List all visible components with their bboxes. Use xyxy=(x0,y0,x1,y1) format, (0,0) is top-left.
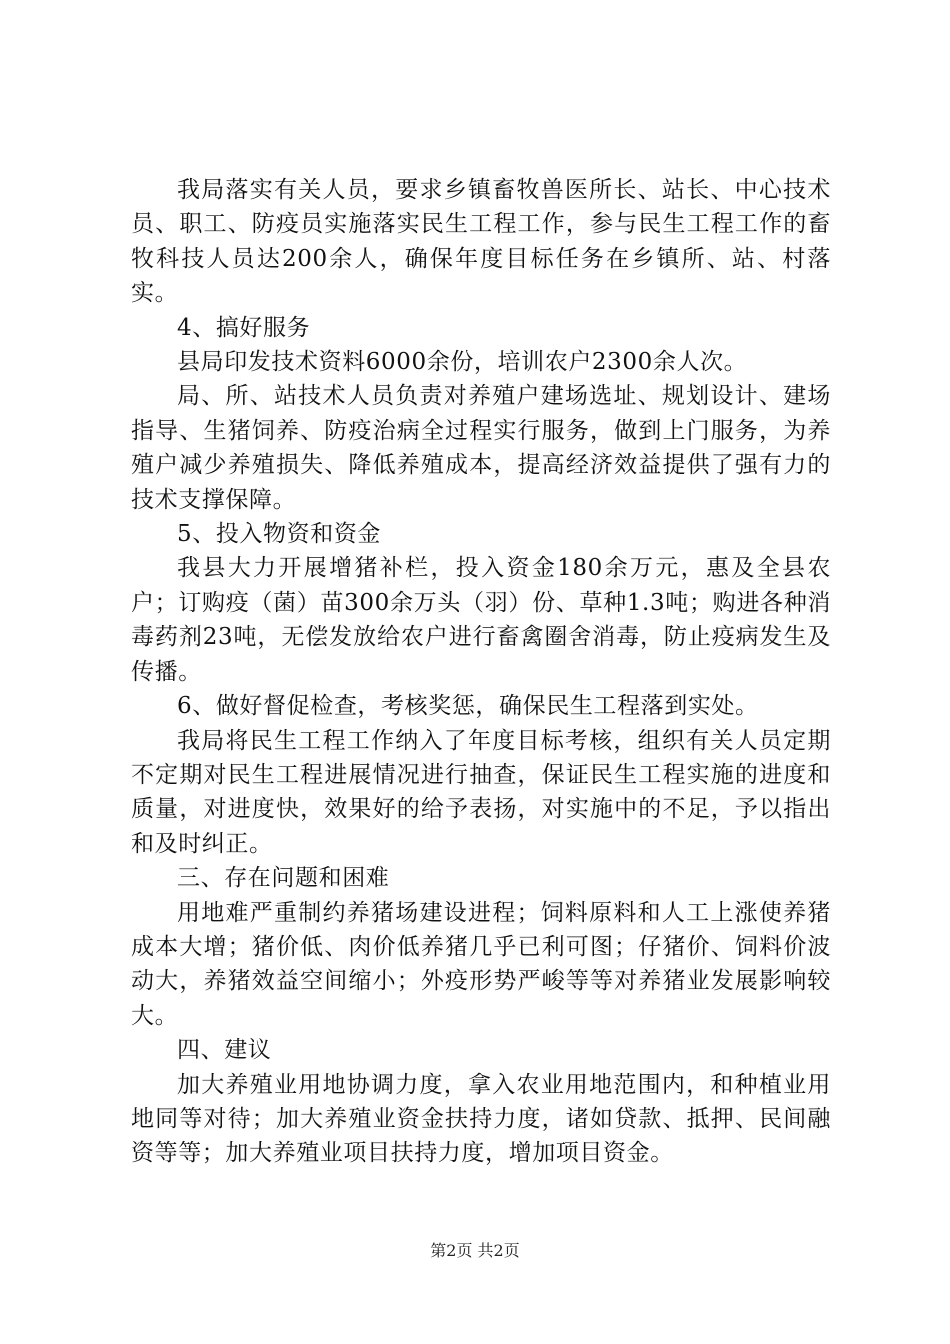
paragraph-problems: 用地难严重制约养猪场建设进程；饲料原料和人工上涨使养猪成本大增；猪价低、肉价低养猪几乎已利可图；仔猪价、饲料价波动大，养猪效益空间缩小；外疫形势严峻等等对养猪业发展影响较大。 xyxy=(131,899,831,1029)
paragraph-investment: 我县大力开展增猪补栏，投入资金180余万元，惠及全县农户；订购疫（菌）苗300余万头（羽）份、草种1.3吨；购进各种消毒药剂23吨，无偿发放给农户进行畜禽圈舍消毒，防止疫病发生及传播。 xyxy=(131,555,831,685)
heading-service: 4、搞好服务 xyxy=(177,314,311,341)
heading-investment: 5、投入物资和资金 xyxy=(177,521,382,548)
heading-problems: 三、存在问题和困难 xyxy=(177,865,390,892)
paragraph-supervision: 我局将民生工程工作纳入了年度目标考核，组织有关人员定期不定期对民生工程进展情况进行抽查，保证民生工程实施的进度和质量，对进度快，效果好的给予表扬，对实施中的不足，予以指出和及时纠正。 xyxy=(131,727,831,857)
paragraph-staffing: 我局落实有关人员，要求乡镇畜牧兽医所长、站长、中心技术员、职工、防疫员实施落实民生工程工作，参与民生工程工作的畜牧科技人员达200余人，确保年度目标任务在乡镇所、站、村落实。 xyxy=(131,177,831,307)
heading-supervision: 6、做好督促检查，考核奖惩，确保民生工程落到实处。 xyxy=(177,693,759,720)
paragraph-suggestions: 加大养殖业用地协调力度，拿入农业用地范围内，和种植业用地同等对待；加大养殖业资金扶持力度，诸如贷款、抵押、民间融资等等；加大养殖业项目扶持力度，增加项目资金。 xyxy=(131,1071,831,1167)
document-body xyxy=(131,173,831,1171)
heading-suggestions: 四、建议 xyxy=(177,1037,272,1064)
paragraph-materials-training: 县局印发技术资料6000余份，培训农户2300余人次。 xyxy=(177,349,748,376)
page-number-footer: 第2页 共2页 xyxy=(430,1241,520,1260)
paragraph-technical-service: 局、所、站技术人员负责对养殖户建场选址、规划设计、建场指导、生猪饲养、防疫治病全过程实行服务，做到上门服务，为养殖户减少养殖损失、降低养殖成本，提高经济效益提供了强有力的技术支撑保障。 xyxy=(131,383,831,513)
